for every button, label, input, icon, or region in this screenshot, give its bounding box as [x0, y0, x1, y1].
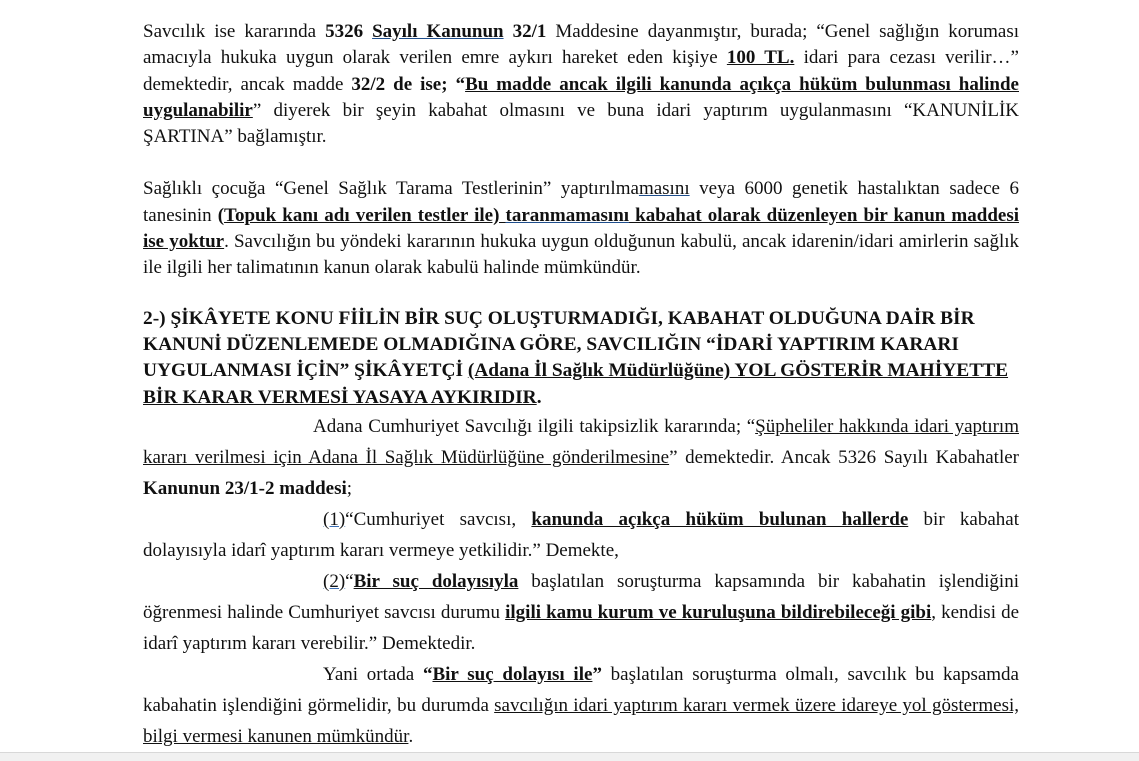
text: ” diyerek bir şeyin kabahat olmasını ve buna idari yaptırım uygulanmasını “KANUNİLİK ŞARTINA” bağlamıştır.: [143, 99, 1019, 148]
text: Savcılık ise kararında: [143, 21, 326, 42]
text: veya 6000 genetik hastalıktan sadece 6 tanesinin: [143, 178, 1019, 226]
text: “: [345, 570, 354, 592]
text: . Savcılığın bu yöndeki kararının hukuka uygun olduğunun kabulü, ancak idarenin/idari amirlerin sağlık ile ilgili her talimatının kanun olarak kabulü halinde mümkündür.: [143, 231, 1019, 279]
paragraph-conclusion: [143, 659, 1019, 752]
space: [363, 21, 372, 42]
text: .: [408, 725, 414, 747]
heading-text: 2-) ŞİKÂYETE KONU FİİLİN BİR SUÇ OLUŞTURMADIĞI, KABAHAT OLDUĞUNA DAİR BİR KANUNİ DÜZENLEMEDE OLMADIĞINA GÖRE, SAVCILIĞIN “İDARİ YAPTIRIM KARARI UYGULANMASI İÇİN” ŞİKÂYETÇİ: [143, 307, 975, 382]
item-number: (2): [323, 570, 346, 592]
quoted-provision: Bu madde ancak ilgili kanunda açıkça hüküm bulunması halinde uygulanabilir: [143, 73, 1019, 121]
text: Maddesine dayanmıştır, burada; “Genel sağlığın koruması amacıyla hukuka uygun olarak verilen emre aykırı hareket eden kişiye: [143, 21, 1020, 69]
bold-underlined-text: Bir suç dolayısı ile: [432, 663, 593, 685]
bold-underlined-text: ilgili kamu kurum ve kuruluşuna bildirebileceği gibi: [505, 601, 932, 623]
space: [504, 21, 513, 42]
paragraph-screening-tests: [143, 176, 1019, 281]
text: Adana Cumhuriyet Savcılığı ilgili takipsizlik kararında; “: [313, 415, 756, 437]
bold-text: Yani ortada: [323, 663, 423, 685]
text: başlatılan soruşturma olmalı, savcılık bu kapsamda kabahatin işlendiğini görmelidir, bu durumda: [143, 663, 1019, 716]
article-ref: 32/1: [512, 21, 547, 42]
text: , kendisi de idarî yaptırım kararı verebilir.” Demektedir.: [143, 601, 1020, 654]
underlined-quote: Şüpheliler hakkında idari yaptırım kararı verilmesi için Adana İl Sağlık Müdürlüğüne gönderilmesine: [143, 415, 1019, 468]
bold-underlined-text: kanunda açıkça hüküm bulunan hallerde: [531, 508, 909, 530]
bold-text: “: [422, 663, 433, 685]
section-heading: [143, 306, 1019, 411]
bold-text: Kanunun 23/1-2 maddesi: [143, 477, 347, 499]
law-name: Sayılı Kanunun: [372, 21, 504, 42]
paragraph-prosecutor-decision: [143, 411, 1019, 504]
heading-underlined: (Adana İl Sağlık Müdürlüğüne) YOL GÖSTERİR MAHİYETTE BİR KARAR VERMESİ YASAYA AYKIRIDIR: [143, 360, 1009, 408]
bold-underlined-text: Topuk kanı adı verilen testler ile): [224, 204, 506, 226]
text: ;: [346, 477, 353, 499]
law-number: 5326: [325, 21, 364, 42]
article-ref-2: 32/2 de ise; “: [351, 73, 466, 95]
text: idari para cezası verilir…” demektedir, ancak madde: [143, 47, 1019, 95]
paragraph-article-2: [143, 566, 1019, 659]
bold-underlined-text: taranmamasını: [505, 204, 630, 226]
text: Sağlıklı çocuğa “Genel Sağlık Tarama Testlerinin” yaptırılma: [143, 178, 639, 200]
fine-amount: 100 TL.: [726, 47, 795, 69]
heading-end: .: [536, 386, 542, 408]
item-number: (1): [323, 508, 346, 530]
bold-underlined-text: kabahat olarak düzenleyen bir kanun maddesi ise yoktur: [143, 204, 1019, 253]
bold-underlined-text: Bir suç dolayısıyla: [353, 570, 519, 592]
paragraph-kabahat-law: [143, 19, 1019, 150]
text: bir kabahat dolayısıyla idarî yaptırım kararı vermeye yetkilidir.” Demekte,: [143, 508, 1020, 561]
bold-text: ”: [592, 663, 602, 685]
document-page: [143, 19, 1019, 752]
paragraph-article-1: [143, 504, 1019, 566]
underlined-text: savcılığın idari yaptırım kararı vermek üzere idareye yol göstermesi, bilgi vermesi kanunen mümkündür: [143, 694, 1020, 747]
text: “Cumhuriyet savcısı,: [345, 508, 532, 530]
text: başlatılan soruşturma kapsamında bir kabahatin işlendiğini öğrenmesi halinde Cumhuriyet savcısı durumu: [143, 570, 1019, 623]
underlined-word: masını: [638, 178, 690, 200]
text: ” demektedir. Ancak 5326 Sayılı Kabahatler: [669, 446, 1019, 468]
bold-text: (: [217, 204, 225, 226]
